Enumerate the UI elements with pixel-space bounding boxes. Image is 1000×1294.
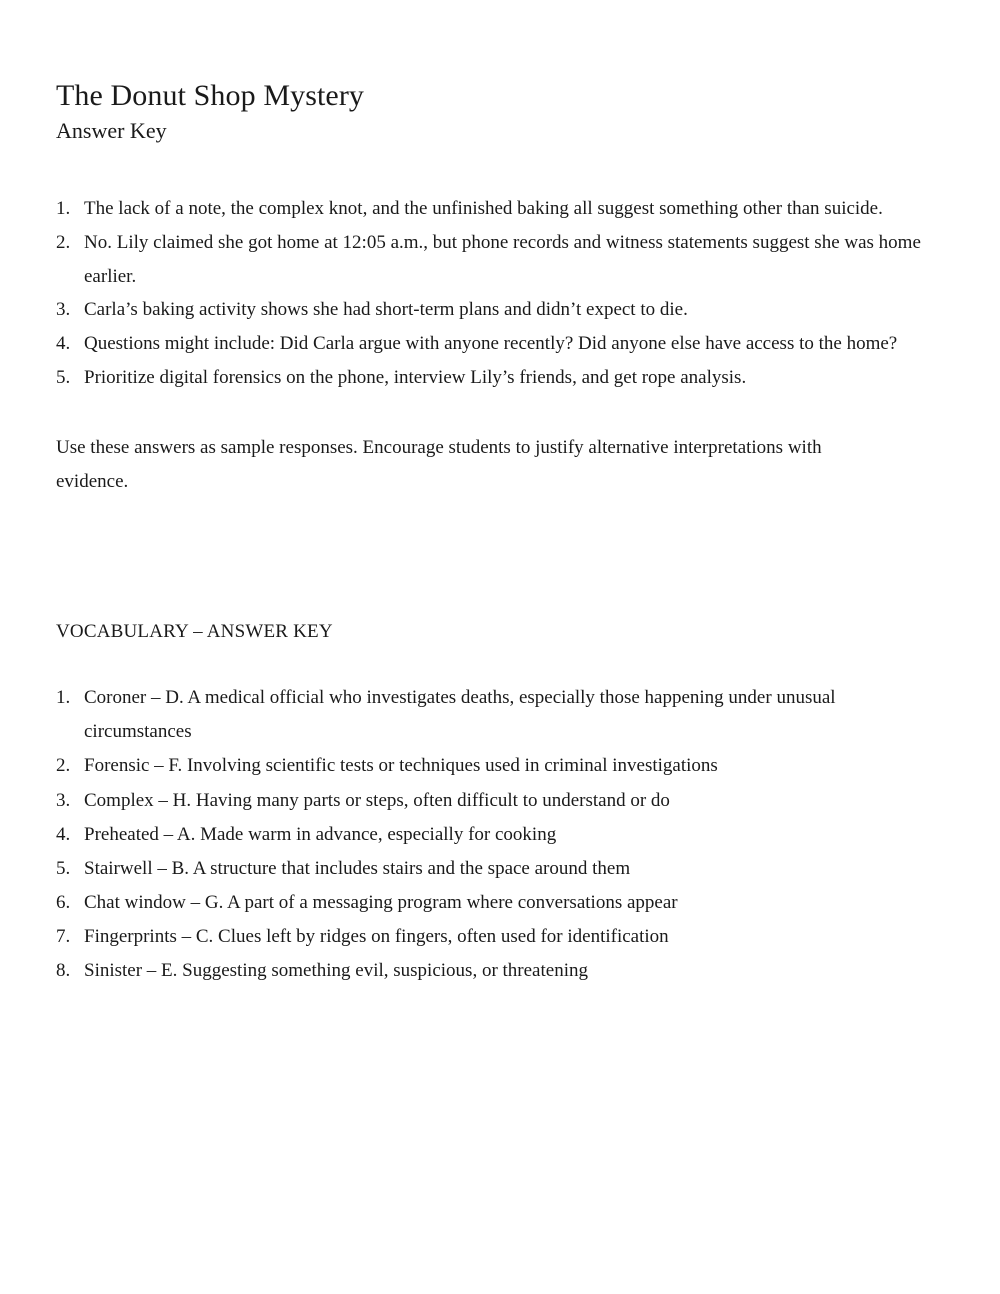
list-item: [56, 818, 940, 852]
page-subtitle: Answer Key: [56, 118, 167, 144]
list-item-number: 5.: [56, 857, 71, 879]
list-item-number: 1.: [56, 197, 71, 219]
list-item-text: Carla’s baking activity shows she had short-term plans and didn’t expect to die.: [84, 299, 688, 321]
list-item-text: Complex – H. Having many parts or steps, often difficult to understand or do: [84, 789, 670, 811]
list-item-number: 7.: [56, 926, 71, 948]
list-item-text: Sinister – E. Suggesting something evil, suspicious, or threatening: [84, 960, 588, 982]
list-item: [56, 886, 940, 920]
list-item-number: 3.: [56, 299, 71, 321]
page-title: The Donut Shop Mystery: [56, 79, 365, 112]
list-item-text: No. Lily claimed she got home at 12:05 a.m., but phone records and witness statements suggest she was home earlier.: [84, 231, 921, 287]
list-item: [56, 852, 940, 886]
vocabulary-list: [56, 681, 940, 989]
list-item-number: 5.: [56, 367, 71, 389]
document-header: [56, 78, 940, 146]
list-item-text: Questions might include: Did Carla argue with anyone recently? Did anyone else have access to the home?: [84, 333, 898, 355]
list-item-number: 4.: [56, 823, 71, 845]
list-item-number: 4.: [56, 333, 71, 355]
list-item-text: The lack of a note, the complex knot, and the unfinished baking all suggest something other than suicide.: [84, 197, 883, 219]
list-item: [56, 226, 940, 294]
teacher-note-paragraph: Use these answers as sample responses. Encourage students to justify alternative interpretations with evidence.: [56, 436, 822, 492]
list-item: [56, 361, 940, 395]
list-item: [56, 954, 940, 988]
list-item-number: 2.: [56, 231, 71, 253]
vocabulary-heading: VOCABULARY – ANSWER KEY: [56, 621, 333, 643]
answers-list: [56, 192, 940, 395]
list-item: [56, 192, 940, 226]
list-item-text: Fingerprints – C. Clues left by ridges on fingers, often used for identification: [84, 926, 669, 948]
list-item-text: Coroner – D. A medical official who investigates deaths, especially those happening under unusual circumstances: [84, 686, 836, 743]
list-item-text: Stairwell – B. A structure that includes stairs and the space around them: [84, 857, 631, 879]
list-item: [56, 327, 940, 361]
list-item-text: Forensic – F. Involving scientific tests or techniques used in criminal investigations: [84, 755, 718, 777]
list-item-number: 3.: [56, 789, 71, 811]
vocabulary-section: [56, 618, 940, 988]
list-item-number: 1.: [56, 686, 71, 708]
answers-section: [56, 192, 940, 499]
list-item-text: Chat window – G. A part of a messaging program where conversations appear: [84, 892, 678, 914]
list-item-number: 2.: [56, 755, 71, 777]
vocabulary-list-wrapper: [56, 681, 940, 989]
list-item: [56, 749, 940, 783]
list-item-number: 6.: [56, 892, 71, 914]
list-item-text: Prioritize digital forensics on the phone, interview Lily’s friends, and get rope analysis.: [84, 367, 747, 389]
list-item: [56, 293, 940, 327]
list-item: [56, 920, 940, 954]
list-item-number: 8.: [56, 960, 71, 982]
list-item: [56, 784, 940, 818]
list-item: [56, 681, 940, 749]
list-item-text: Preheated – A. Made warm in advance, especially for cooking: [84, 823, 557, 845]
